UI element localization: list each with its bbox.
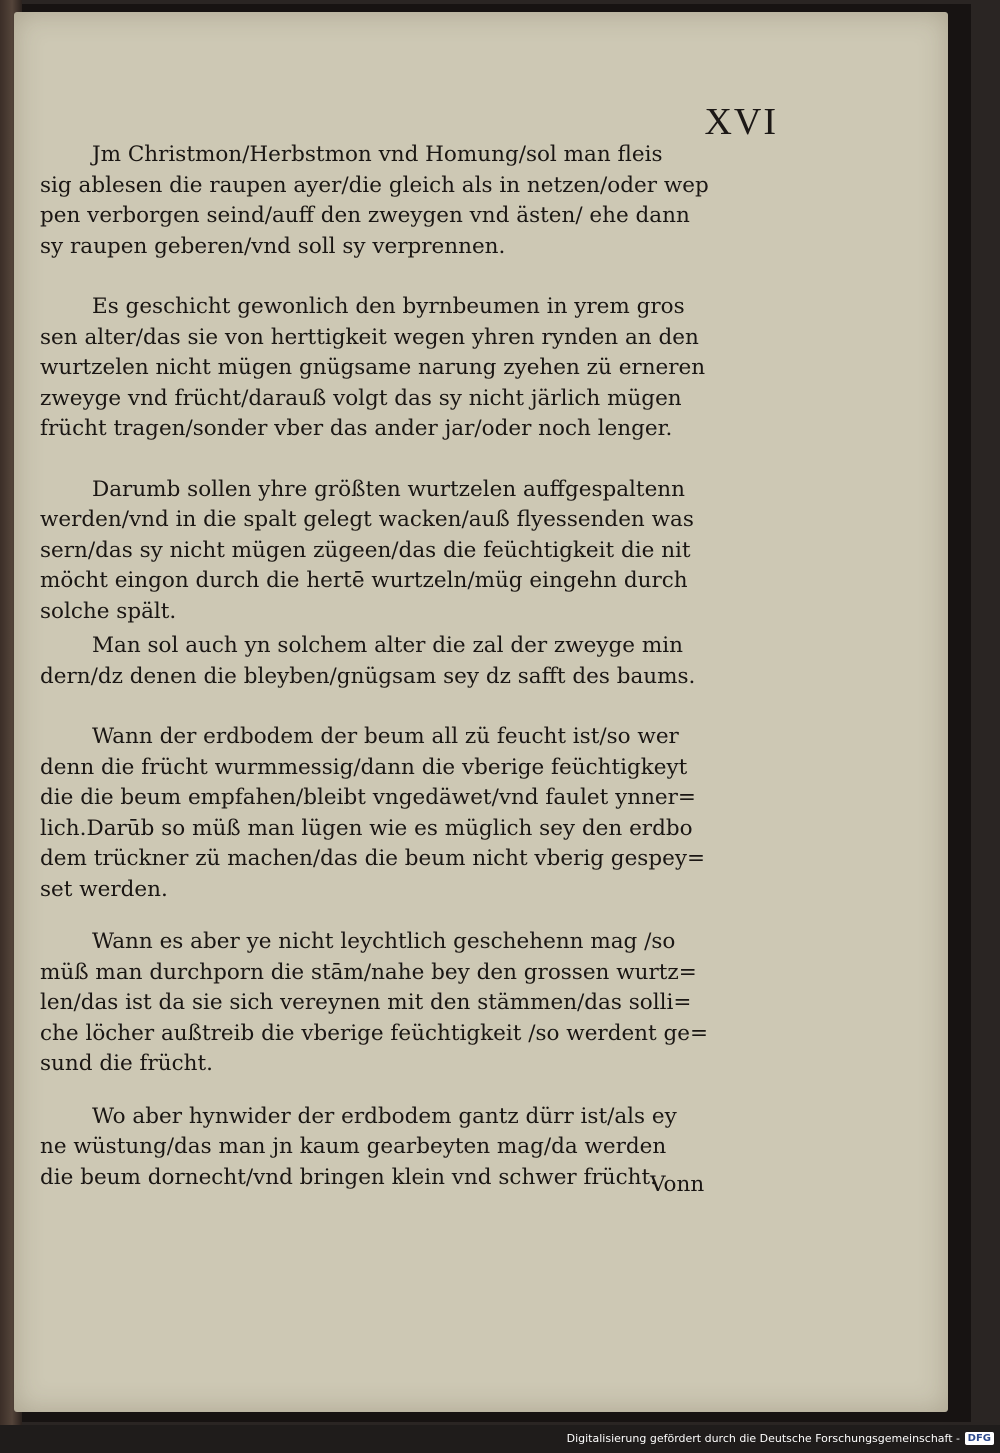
dfg-logo: DFG — [965, 1432, 994, 1445]
page-text — [40, 140, 720, 1193]
text-line: zweyge vnd frücht/darauß volgt das sy nicht järlich mügen — [40, 385, 682, 411]
text-line: che löcher außtreib die vberige feüchtigkeit /so werdent ge= — [40, 1020, 709, 1046]
text-line: wurtzelen nicht mügen gnügsame narung zyehen zü erneren — [40, 355, 706, 380]
text-line: sern/das sy nicht mügen zügeen/das die feüchtigkeit die nit — [40, 537, 691, 563]
text-line: frücht tragen/sonder vber das ander jar/oder noch lenger. — [40, 416, 673, 441]
funding-credit: Digitalisierung gefördert durch die Deutsche Forschungsgemeinschaft - — [566, 1432, 960, 1445]
paragraph-3 — [40, 475, 720, 628]
text-line: sund die frücht. — [40, 1051, 213, 1076]
paragraph-7 — [40, 1102, 720, 1194]
paragraph-5 — [40, 722, 720, 905]
text-line: Jm Christmon/Herbstmon vnd Homung/sol man fleis — [92, 142, 663, 167]
text-line: Wann der erdbodem der beum all zü feucht ist/so wer — [92, 724, 679, 749]
text-line: lich.Darūb so müß man lügen wie es müglich sey den erdbo — [40, 815, 693, 841]
page-number: XVI — [704, 101, 778, 143]
text-line: dern/dz denen die bleyben/gnügsam sey dz safft des baums. — [40, 663, 696, 689]
text-line: len/das ist da sie sich vereynen mit den stämmen/das solli= — [40, 990, 692, 1015]
text-line: müß man durchporn die stām/nahe bey den grossen wurtz= — [40, 959, 697, 985]
paragraph-2 — [40, 292, 720, 445]
text-line: werden/vnd in die spalt gelegt wacken/auß flyessenden was — [40, 507, 694, 532]
text-line: solche spält. — [40, 598, 177, 624]
text-line: Wo aber hynwider der erdbodem gantz dürr ist/als ey — [92, 1103, 677, 1129]
text-line: set werden. — [40, 876, 168, 902]
paragraph-6 — [40, 927, 720, 1080]
text-line: sy raupen geberen/vnd soll sy verprennen. — [40, 233, 506, 259]
paragraph-4 — [40, 631, 720, 692]
text-line: dem trückner zü machen/das die beum nicht vberig gespey= — [40, 846, 705, 871]
text-line: denn die frücht wurmmessig/dann die vberige feüchtigkeyt — [40, 754, 688, 780]
text-line: pen verborgen seind/auff den zweygen vnd ästen/ ehe dann — [40, 203, 690, 228]
text-line: die die beum empfahen/bleibt vngedäwet/vnd faulet ynner= — [40, 785, 696, 810]
text-line: Wann es aber ye nicht leychtlich geschehenn mag /so — [92, 929, 676, 954]
text-line: Es geschicht gewonlich den byrnbeumen in yrem gros — [92, 294, 685, 319]
text-line: möcht eingon durch die hertē wurtzeln/müg eingehn durch — [40, 568, 688, 593]
text-line: sen alter/das sie von herttigkeit wegen yhren rynden an den — [40, 324, 699, 350]
text-line: sig ablesen die raupen ayer/die gleich als in netzen/oder wep — [40, 172, 709, 198]
text-line: Darumb sollen yhre größten wurtzelen auffgespaltenn — [92, 476, 685, 502]
paragraph-1 — [40, 140, 720, 262]
text-line: ne wüstung/das man jn kaum gearbeyten mag/da werden — [40, 1134, 667, 1159]
catchword: Vonn — [650, 1172, 705, 1197]
text-line: die beum dornecht/vnd bringen klein vnd schwer frücht. — [40, 1164, 657, 1190]
text-line: Man sol auch yn solchem alter die zal der zweyge min — [92, 633, 683, 658]
